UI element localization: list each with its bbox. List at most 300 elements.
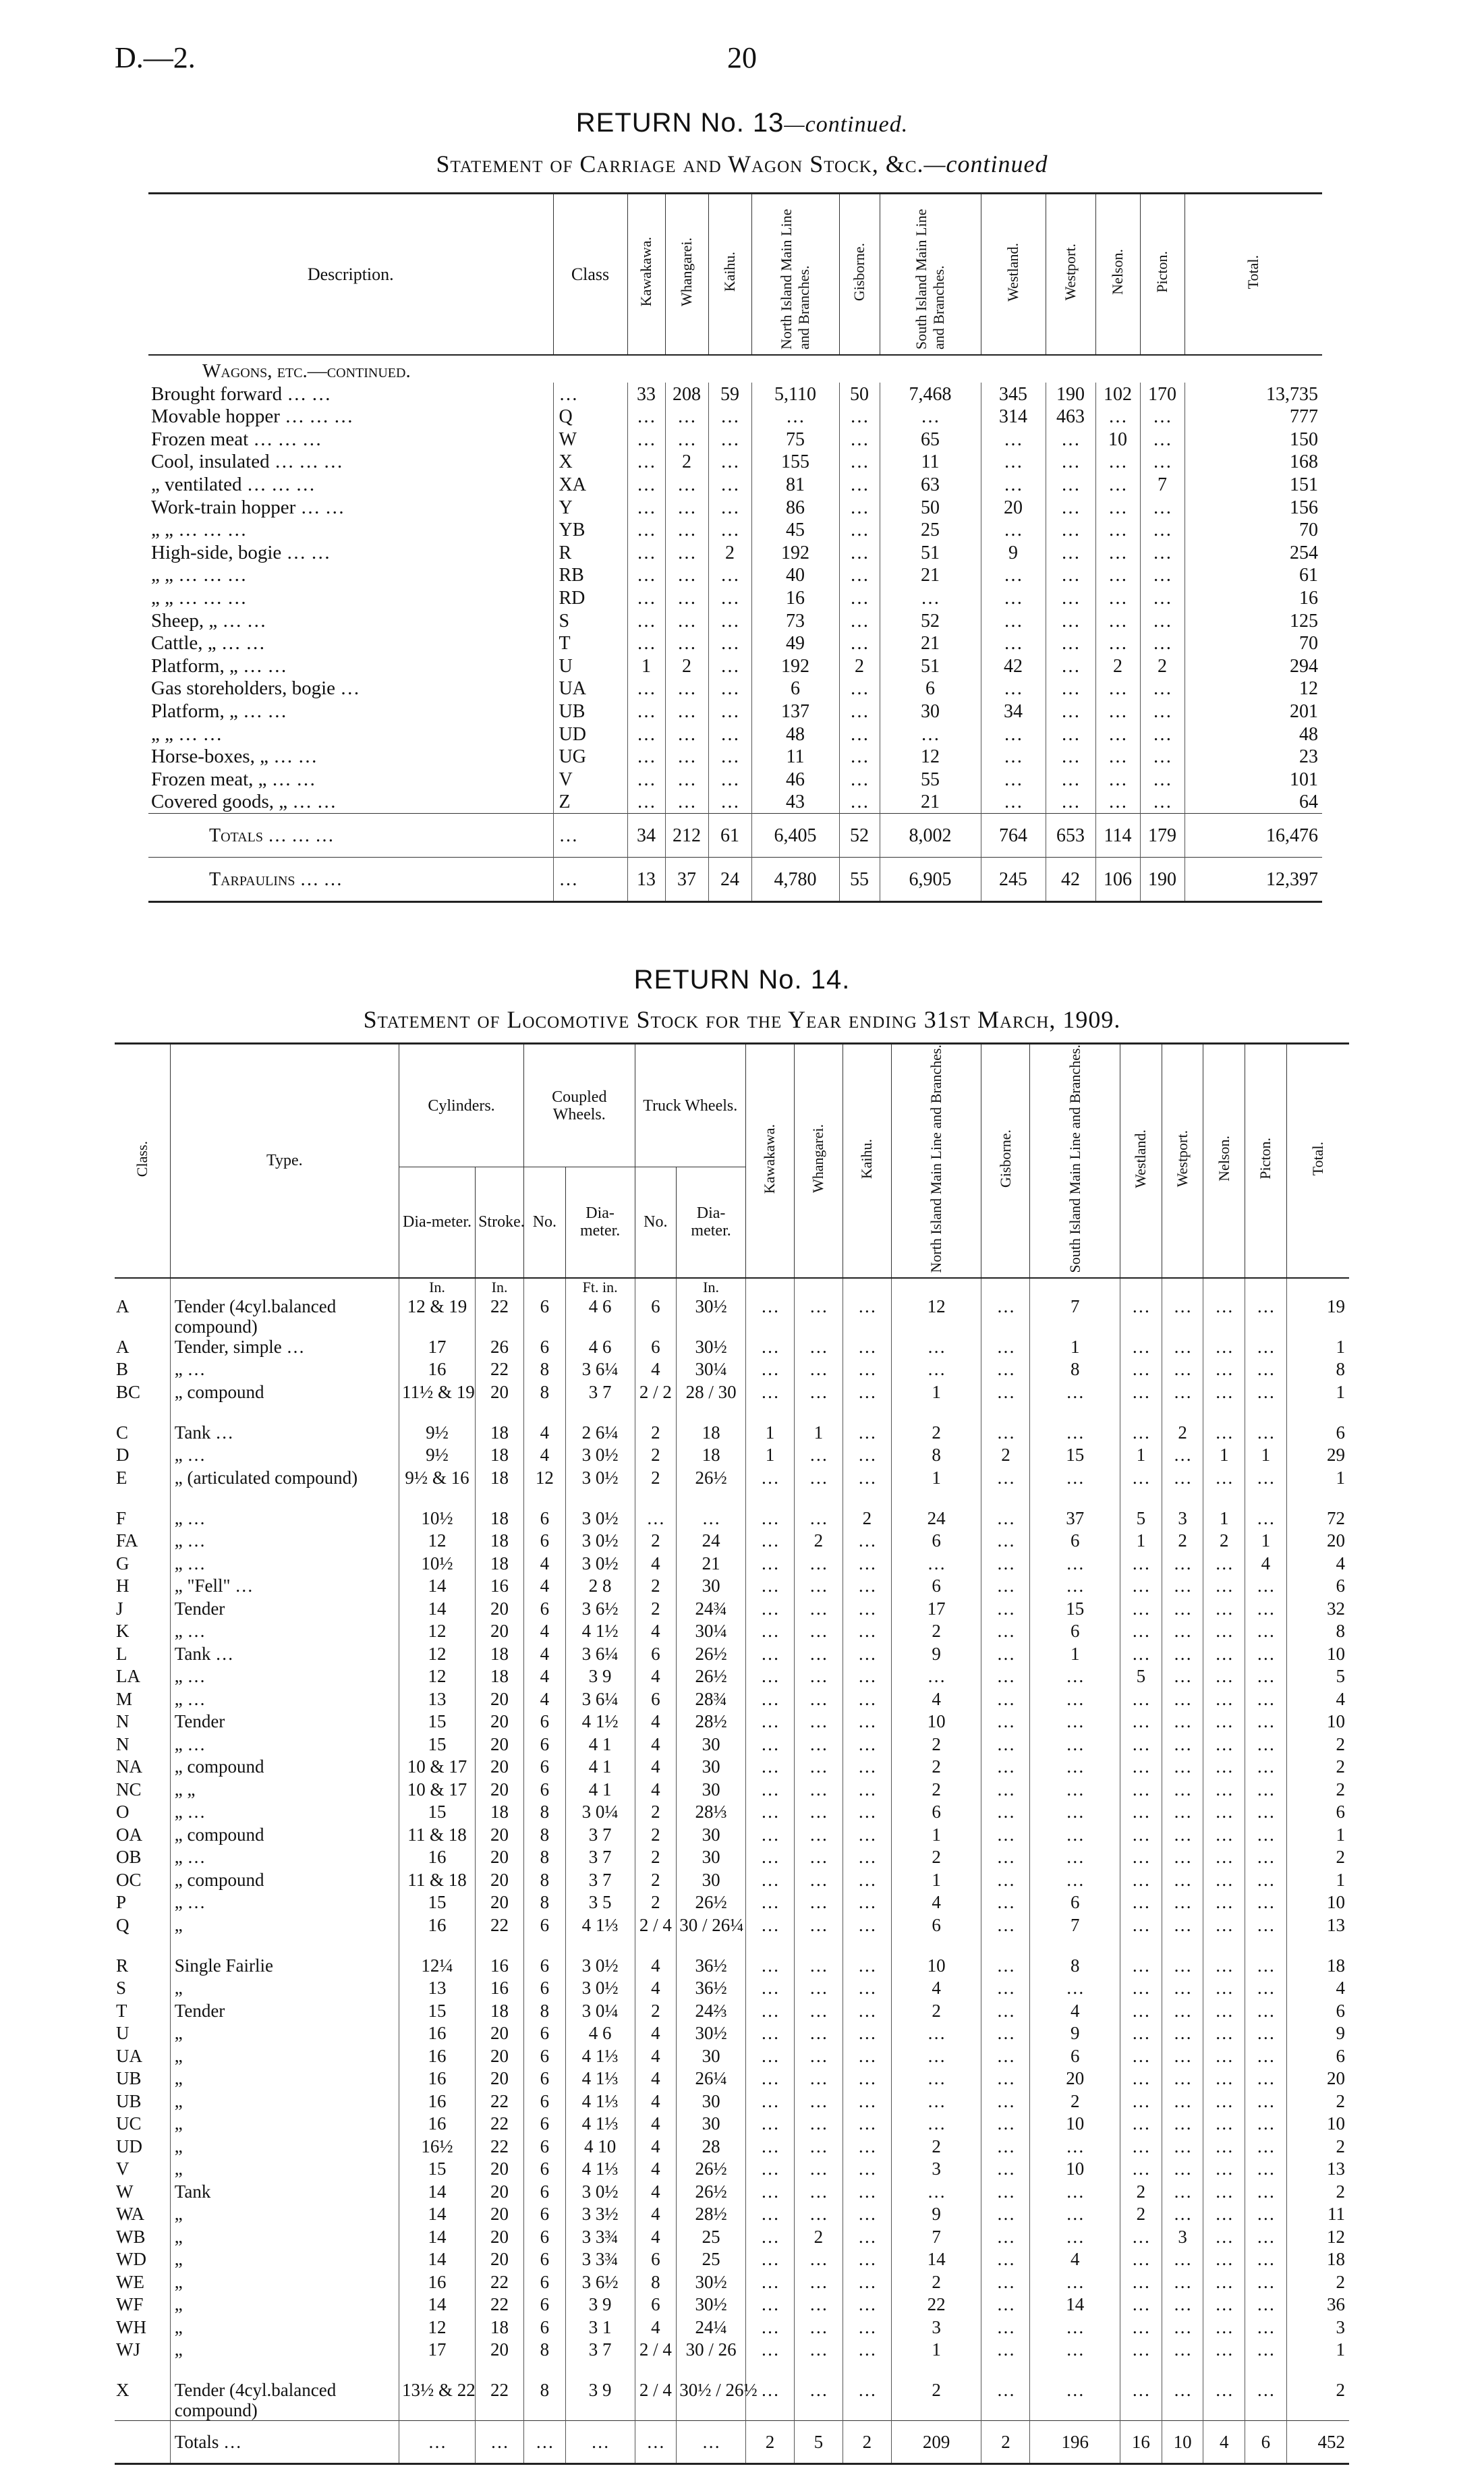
cell: 30 <box>677 2091 746 2114</box>
col-label: Kawakawa. <box>637 237 654 307</box>
cell: … <box>843 2001 891 2024</box>
cell: 8 <box>524 1847 566 1870</box>
cell: 14 <box>399 2204 475 2227</box>
cell: 10 <box>891 1955 981 1978</box>
cell: … <box>665 609 708 632</box>
cell: … <box>843 1644 891 1667</box>
cell: … <box>1245 1978 1287 2001</box>
cell: 30 <box>677 1576 746 1598</box>
cell: 3 3½ <box>565 2204 635 2227</box>
cell: … <box>1203 1756 1245 1779</box>
cell: 8 <box>1286 1359 1349 1382</box>
cell: 20 <box>476 1689 524 1712</box>
cell: … <box>981 2204 1030 2227</box>
cell: 18 <box>476 1644 524 1667</box>
cell: … <box>1203 1666 1245 1689</box>
cell: 2 <box>1286 1779 1349 1802</box>
cell: … <box>981 2294 1030 2317</box>
cell: … <box>677 1508 746 1531</box>
row-class: A <box>116 1296 130 1316</box>
cell: … <box>843 1422 891 1445</box>
cell: 8 <box>635 2272 677 2295</box>
cell: 10 <box>1162 2421 1203 2464</box>
cell: 9 <box>1286 2023 1349 2046</box>
cell: … <box>843 2339 891 2380</box>
cell: 6 <box>524 2317 566 2340</box>
cell: … <box>1245 2294 1287 2317</box>
cell: 3 0½ <box>565 1530 635 1553</box>
cell: … <box>708 654 751 677</box>
cell: … <box>843 1802 891 1825</box>
cell: … <box>1245 2380 1287 2421</box>
cell: 4 <box>635 1711 677 1734</box>
row-type: „ … <box>170 1530 399 1553</box>
row-type: Tender (4cyl.balanced compound) <box>170 2380 399 2421</box>
cell: 10 <box>1095 428 1140 451</box>
cell: 125 <box>1185 609 1322 632</box>
cell: … <box>745 2339 794 2380</box>
row-class: W <box>116 2181 134 2202</box>
cell: … <box>1030 1756 1120 1779</box>
cell: … <box>708 519 751 542</box>
cell: 192 <box>751 654 839 677</box>
cell: S <box>553 609 627 632</box>
cell: 4 <box>635 2068 677 2091</box>
cell: 30 / 26¼ <box>677 1915 746 1955</box>
cell: … <box>665 519 708 542</box>
cell: 3 3¾ <box>565 2249 635 2272</box>
cell: … <box>981 428 1046 451</box>
cell: … <box>1162 1779 1203 1802</box>
cell: … <box>1120 1870 1162 1893</box>
cell: … <box>1162 1359 1203 1382</box>
cell: 3 7 <box>565 1825 635 1847</box>
cell: … <box>1140 700 1185 723</box>
cell: 30½ <box>677 1296 746 1337</box>
cell: 9½ & 16 <box>399 1468 475 1508</box>
cell: … <box>1162 2068 1203 2091</box>
cell: … <box>1140 496 1185 519</box>
cell: 30¼ <box>677 1621 746 1644</box>
cell: … <box>794 1802 843 1825</box>
cell: 11½ & 19 <box>399 1382 475 1422</box>
cell: … <box>1030 1847 1120 1870</box>
table-row <box>115 1576 1349 1598</box>
return-13-statement: Statement of Carriage and Wagon Stock, &c.—continued <box>436 150 1048 177</box>
cell: 16 <box>399 1359 475 1382</box>
cell: 4 6 <box>565 2023 635 2046</box>
cell: … <box>981 1621 1030 1644</box>
cell: … <box>1162 2158 1203 2181</box>
cell: 4 <box>635 1734 677 1757</box>
cell: … <box>1120 1689 1162 1712</box>
cell: … <box>627 586 665 609</box>
cell: 196 <box>1030 2421 1120 2464</box>
cell: 6 <box>1286 1422 1349 1445</box>
unit-cell <box>1120 1278 1162 1296</box>
cell: … <box>843 2046 891 2069</box>
section-label: Wagons, etc.—continued. <box>202 360 411 382</box>
cell: 6 <box>1286 2046 1349 2069</box>
cell: 36½ <box>677 1978 746 2001</box>
cell: … <box>981 2339 1030 2380</box>
cell: … <box>1140 632 1185 655</box>
cell: 4 <box>635 1553 677 1576</box>
cell: V <box>553 768 627 791</box>
cell: … <box>1120 1955 1162 1978</box>
cell: … <box>553 814 627 858</box>
table-row <box>115 2294 1349 2317</box>
cell: 52 <box>880 609 981 632</box>
cell: … <box>1162 2091 1203 2114</box>
cell: 22 <box>476 2091 524 2114</box>
cell: 20 <box>476 2023 524 2046</box>
cell: … <box>1030 2136 1120 2159</box>
cell: … <box>843 2249 891 2272</box>
cell: … <box>843 1955 891 1978</box>
cell: 6 <box>891 1802 981 1825</box>
cell: 2 / 2 <box>635 1382 677 1422</box>
col-9 <box>1046 194 1095 356</box>
cell: 1 <box>1286 1870 1349 1893</box>
row-description: Gas storeholders, bogie … <box>151 677 360 700</box>
cell: 26½ <box>677 1892 746 1915</box>
row-type: „ compound <box>170 1825 399 1847</box>
cell: 12 <box>891 1296 981 1337</box>
row-description: Frozen meat, „ … … <box>151 768 316 790</box>
cell: 294 <box>1185 654 1322 677</box>
cell: 6 <box>524 1756 566 1779</box>
cell: … <box>1162 2317 1203 2340</box>
row-class: WJ <box>116 2339 140 2360</box>
cell: 45 <box>751 519 839 542</box>
cell: … <box>1245 2113 1287 2136</box>
cell: 2 <box>635 1802 677 1825</box>
cell: … <box>708 609 751 632</box>
cell: … <box>627 519 665 542</box>
unit-cell <box>524 1278 566 1296</box>
cell: … <box>553 383 627 406</box>
cell: 17 <box>399 1337 475 1360</box>
cell: … <box>1030 1553 1120 1576</box>
cell: … <box>981 2380 1030 2421</box>
cell: 20 <box>476 2249 524 2272</box>
table-row <box>115 1553 1349 1576</box>
cell: 1 <box>1245 1445 1287 1468</box>
cell: … <box>708 473 751 496</box>
cell: 72 <box>1286 1508 1349 1531</box>
cell: … <box>981 1382 1030 1422</box>
row-class: UB <box>116 2090 142 2111</box>
cell: 6 <box>524 2068 566 2091</box>
cell: … <box>981 2023 1030 2046</box>
cell: 6 <box>524 1598 566 1621</box>
table-row <box>148 564 1322 587</box>
row-class: WB <box>116 2226 146 2247</box>
cell: 10 <box>1286 1892 1349 1915</box>
cell: … <box>981 1644 1030 1667</box>
cell: … <box>1203 1621 1245 1644</box>
cell: 21 <box>677 1553 746 1576</box>
cell: 12 <box>399 1621 475 1644</box>
cell: 2 <box>1095 654 1140 677</box>
cell: 4 <box>635 1359 677 1382</box>
cell: … <box>1030 1802 1120 1825</box>
cell: … <box>794 1955 843 1978</box>
row-type: Tank … <box>170 1422 399 1445</box>
cell: 26½ <box>677 1644 746 1667</box>
cell: 4 1 <box>565 1756 635 1779</box>
cell: … <box>1245 2317 1287 2340</box>
col-line-1: Whangarei. <box>794 1044 843 1278</box>
cell: 22 <box>476 2136 524 2159</box>
table-row <box>115 1382 1349 1422</box>
cell: 24 <box>708 858 751 902</box>
cell: … <box>794 1553 843 1576</box>
cell: … <box>745 1337 794 1360</box>
cell: … <box>1245 1847 1287 1870</box>
cell: 55 <box>880 768 981 791</box>
cell: … <box>1140 451 1185 474</box>
cell: 36 <box>1286 2294 1349 2317</box>
cell: 18 <box>476 1666 524 1689</box>
table-row <box>115 1296 1349 1337</box>
row-class: D <box>116 1445 130 1465</box>
table-row <box>115 1508 1349 1531</box>
row-description: „ „ … … … <box>151 519 247 541</box>
cell: 16½ <box>399 2136 475 2159</box>
cell: 3 3¾ <box>565 2227 635 2250</box>
cell: … <box>745 2068 794 2091</box>
table-row <box>148 654 1322 677</box>
cell: … <box>843 2227 891 2250</box>
cell: … <box>1095 677 1140 700</box>
cell: 2 <box>1162 1422 1203 1445</box>
cell: T <box>553 632 627 655</box>
unit-cell: In. <box>476 1278 524 1296</box>
cell: 4,780 <box>751 858 839 902</box>
cell: 10 & 17 <box>399 1756 475 1779</box>
cell: 9 <box>891 1644 981 1667</box>
cell: … <box>1162 2380 1203 2421</box>
cell: 14 <box>399 2181 475 2204</box>
row-type: „ <box>170 2339 399 2380</box>
cell: 12 <box>524 1468 566 1508</box>
cell: 30 <box>677 1870 746 1893</box>
cell: … <box>794 1576 843 1598</box>
return-14-title: RETURN No. 14. <box>633 965 851 995</box>
cell: 6 <box>524 2158 566 2181</box>
cell: … <box>1095 586 1140 609</box>
cell: … <box>745 2227 794 2250</box>
cell: 2 <box>1286 1847 1349 1870</box>
cell: … <box>794 1296 843 1337</box>
cell: … <box>1245 1296 1287 1337</box>
cell: … <box>794 1359 843 1382</box>
cell: 4 <box>1286 1978 1349 2001</box>
cell: 6 <box>1030 1621 1120 1644</box>
row-class: NA <box>116 1756 142 1777</box>
row-type: „ (articulated compound) <box>170 1468 399 1508</box>
cell: YB <box>553 519 627 542</box>
cell: … <box>1203 2380 1245 2421</box>
cell: … <box>1120 1847 1162 1870</box>
cell: … <box>627 496 665 519</box>
row-class: U <box>116 2023 130 2043</box>
cell: 3 <box>1286 2317 1349 2340</box>
row-class: OA <box>116 1824 142 1845</box>
cell: … <box>745 2249 794 2272</box>
cell: … <box>1140 519 1185 542</box>
cell: … <box>665 564 708 587</box>
cell: … <box>1046 609 1095 632</box>
cell: … <box>981 1892 1030 1915</box>
cell: 2 <box>1286 2380 1349 2421</box>
cell: 2 <box>891 1756 981 1779</box>
cell: 4 <box>524 1422 566 1445</box>
table-row <box>115 1689 1349 1712</box>
cell: 20 <box>476 1825 524 1847</box>
cell: … <box>981 1689 1030 1712</box>
cell: 1 <box>1286 1382 1349 1422</box>
cell: … <box>843 1576 891 1598</box>
row-class: A <box>116 1336 130 1357</box>
row-class: UC <box>116 2113 142 2134</box>
cell: 6 <box>635 1296 677 1337</box>
cell: … <box>745 1915 794 1955</box>
col-4 <box>708 194 751 356</box>
cell: … <box>1203 1689 1245 1712</box>
cell: 70 <box>1185 632 1322 655</box>
cell: … <box>745 1468 794 1508</box>
cell: … <box>708 586 751 609</box>
cell: … <box>1245 1756 1287 1779</box>
cell: … <box>1162 1296 1203 1337</box>
row-class: B <box>116 1359 129 1379</box>
cell: 4 <box>635 2204 677 2227</box>
cell: 20 <box>476 1598 524 1621</box>
cell: … <box>665 406 708 428</box>
cell: … <box>1030 1711 1120 1734</box>
cell: … <box>981 1711 1030 1734</box>
cell: … <box>1203 1802 1245 1825</box>
cell: 6 <box>524 1711 566 1734</box>
table-row <box>115 1756 1349 1779</box>
cell: 2 <box>1140 654 1185 677</box>
cell: … <box>1245 1779 1287 1802</box>
cell: … <box>708 428 751 451</box>
cell: … <box>1120 1644 1162 1667</box>
cell: 6 <box>524 1734 566 1757</box>
col-8 <box>981 194 1046 356</box>
cell: 6 <box>1286 1576 1349 1598</box>
cell: 2 <box>708 541 751 564</box>
cell: 3 5 <box>565 1892 635 1915</box>
cell: 4 10 <box>565 2136 635 2159</box>
cell: 30 <box>677 1734 746 1757</box>
row-type: „ … <box>170 1553 399 1576</box>
cell: … <box>1030 1978 1120 2001</box>
cell: … <box>981 1508 1030 1531</box>
cell: 3 <box>1162 2227 1203 2250</box>
row-type: Tender <box>170 2001 399 2024</box>
cell: 25 <box>880 519 981 542</box>
row-type: „ <box>170 2091 399 2114</box>
cell: 15 <box>399 1802 475 1825</box>
cell: 6 <box>891 1576 981 1598</box>
cell: … <box>708 791 751 814</box>
cell: 13 <box>399 1978 475 2001</box>
cell: … <box>794 2272 843 2295</box>
cell: … <box>981 2046 1030 2069</box>
cell: 20 <box>476 1734 524 1757</box>
cell: … <box>1245 1644 1287 1667</box>
cell: 22 <box>476 1359 524 1382</box>
table-row <box>115 2380 1349 2421</box>
cell: … <box>1245 2272 1287 2295</box>
cell: … <box>745 1711 794 1734</box>
cell: 18 <box>476 2001 524 2024</box>
cell: 4 <box>635 2227 677 2250</box>
cell: 3 9 <box>565 1666 635 1689</box>
cell: 101 <box>1185 768 1322 791</box>
cell: 19 <box>1286 1296 1349 1337</box>
cell: 55 <box>839 858 880 902</box>
cell: 12 <box>1286 2227 1349 2250</box>
cell: … <box>1120 2046 1162 2069</box>
table-row <box>148 586 1322 609</box>
table-row <box>115 1870 1349 1893</box>
cell: 2 <box>1286 2136 1349 2159</box>
cell: 16 <box>1185 586 1322 609</box>
cell: 1 <box>745 1422 794 1445</box>
cell: 18 <box>476 1553 524 1576</box>
cell: … <box>1140 723 1185 746</box>
cell: … <box>745 1779 794 1802</box>
cell: … <box>1245 1666 1287 1689</box>
cell: … <box>745 2204 794 2227</box>
cell: … <box>627 723 665 746</box>
cell: 6 <box>1030 2046 1120 2069</box>
row-class: T <box>116 2000 127 2021</box>
cell: 3 0¼ <box>565 1802 635 1825</box>
cell: … <box>708 677 751 700</box>
cell: … <box>794 1756 843 1779</box>
cell: … <box>1245 1468 1287 1508</box>
cell: R <box>553 541 627 564</box>
cell: … <box>981 2136 1030 2159</box>
cell: 18 <box>476 1468 524 1508</box>
cell: 18 <box>476 2317 524 2340</box>
cell: 26½ <box>677 2181 746 2204</box>
cell: … <box>745 1382 794 1422</box>
cell: … <box>1203 1296 1245 1337</box>
cell: … <box>1120 1598 1162 1621</box>
cell: … <box>1120 1825 1162 1847</box>
cell: 3 <box>891 2158 981 2181</box>
row-class: M <box>116 1688 133 1709</box>
cell: 59 <box>708 383 751 406</box>
cell: … <box>843 1870 891 1893</box>
cell: 5 <box>1120 1666 1162 1689</box>
cell: 6 <box>751 677 839 700</box>
cell: 21 <box>880 564 981 587</box>
cell: 42 <box>1046 858 1095 902</box>
cell: 24⅔ <box>677 2001 746 2024</box>
table-row <box>115 2158 1349 2181</box>
cell: 18 <box>476 1802 524 1825</box>
col-type: Type. <box>170 1044 399 1278</box>
